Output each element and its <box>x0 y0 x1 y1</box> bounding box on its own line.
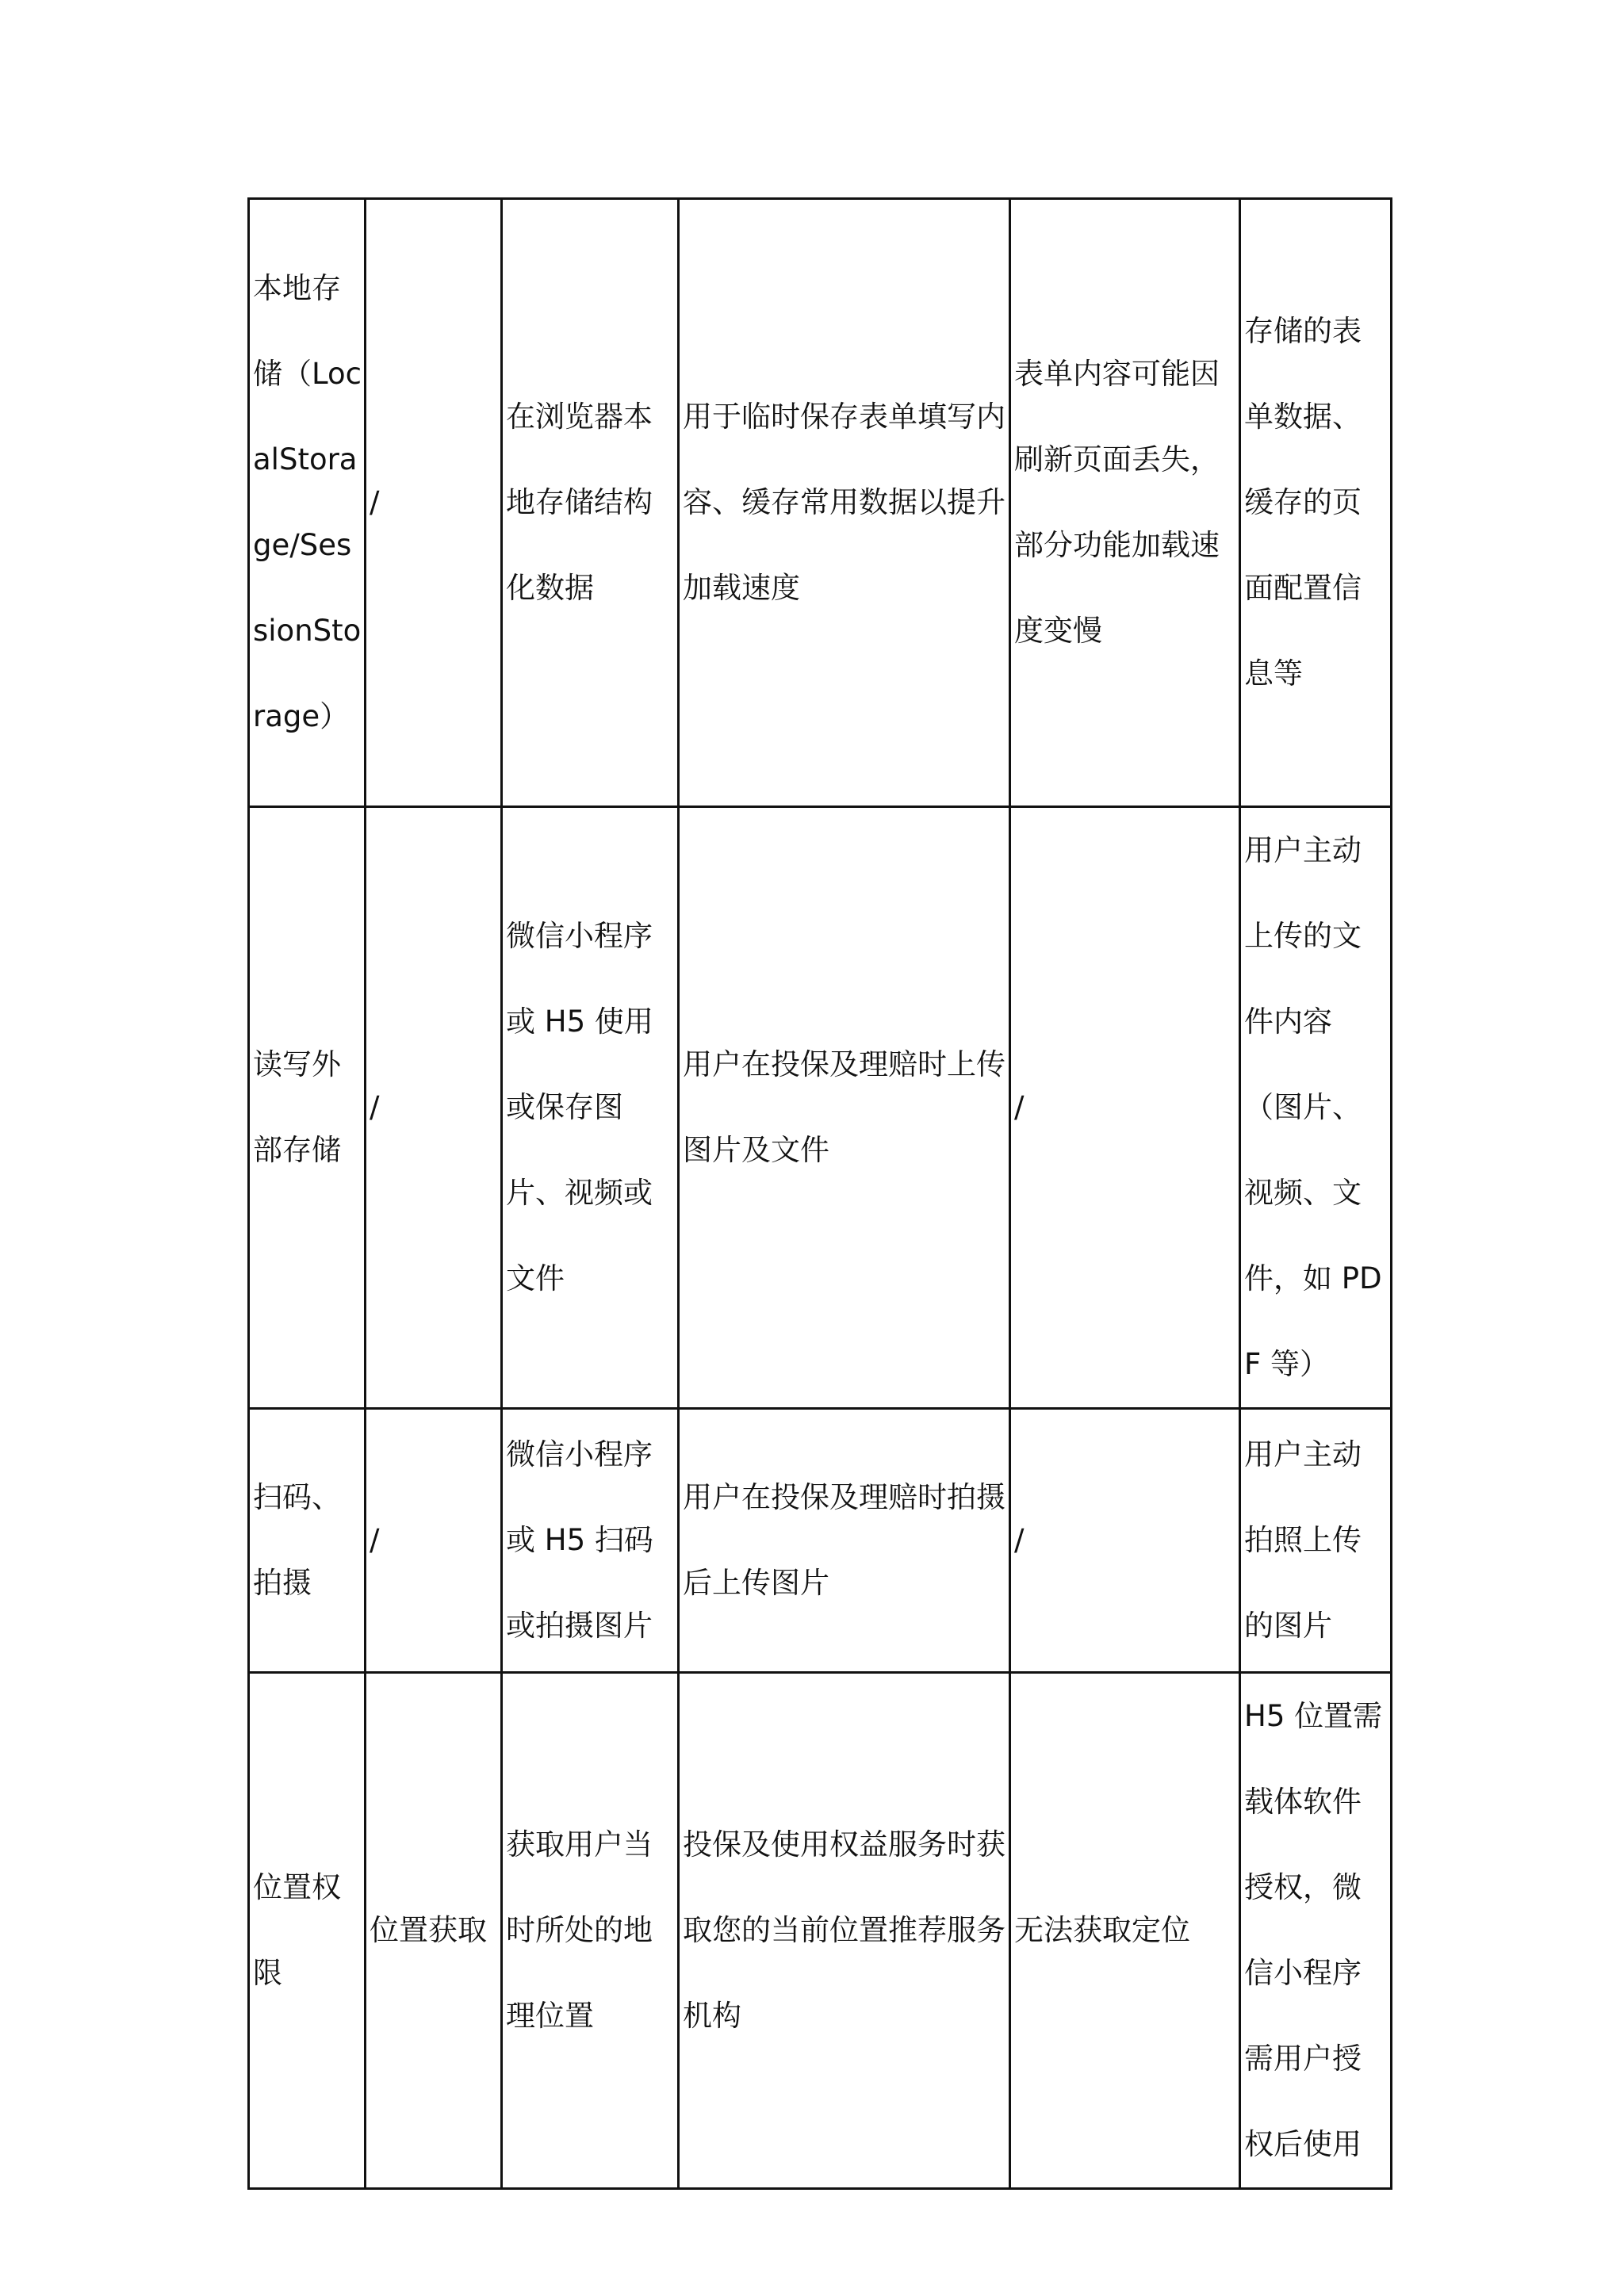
sub-permission-cell: 位置获取 <box>366 1673 502 2189</box>
purpose-cell: 微信小程序或 H5 使用或保存图片、视频或文件 <box>502 807 679 1409</box>
table-row <box>249 1409 1392 1673</box>
permission-cell: 位置权限 <box>249 1673 366 2189</box>
impact-cell: 表单内容可能因刷新页面丢失，部分功能加载速度变慢 <box>1010 199 1240 807</box>
purpose-cell: 微信小程序或 H5 扫码或拍摄图片 <box>502 1409 679 1673</box>
collected-info-cell: 用户主动拍照上传的图片 <box>1240 1409 1392 1673</box>
permissions-table <box>247 197 1392 2190</box>
table-row <box>249 1673 1392 2189</box>
impact-cell: / <box>1010 1409 1240 1673</box>
sub-permission-cell: / <box>366 199 502 807</box>
permission-cell: 读写外部存储 <box>249 807 366 1409</box>
scenario-cell: 投保及使用权益服务时获取您的当前位置推荐服务机构 <box>679 1673 1010 2189</box>
collected-info-cell: 存储的表单数据、缓存的页面配置信息等 <box>1240 199 1392 807</box>
collected-info-cell: H5 位置需载体软件授权，微信小程序需用户授权后使用 <box>1240 1673 1392 2189</box>
purpose-cell: 获取用户当时所处的地理位置 <box>502 1673 679 2189</box>
impact-cell: 无法获取定位 <box>1010 1673 1240 2189</box>
scenario-cell: 用户在投保及理赔时上传图片及文件 <box>679 807 1010 1409</box>
impact-cell: / <box>1010 807 1240 1409</box>
collected-info-cell: 用户主动上传的文件内容（图片、视频、文件，如 PDF 等） <box>1240 807 1392 1409</box>
permission-cell: 本地存储（LocalStorage/SessionStorage） <box>249 199 366 807</box>
table-row <box>249 199 1392 807</box>
permission-cell: 扫码、拍摄 <box>249 1409 366 1673</box>
purpose-cell: 在浏览器本地存储结构化数据 <box>502 199 679 807</box>
table-row <box>249 807 1392 1409</box>
sub-permission-cell: / <box>366 807 502 1409</box>
sub-permission-cell: / <box>366 1409 502 1673</box>
scenario-cell: 用户在投保及理赔时拍摄后上传图片 <box>679 1409 1010 1673</box>
scenario-cell: 用于临时保存表单填写内容、缓存常用数据以提升加载速度 <box>679 199 1010 807</box>
